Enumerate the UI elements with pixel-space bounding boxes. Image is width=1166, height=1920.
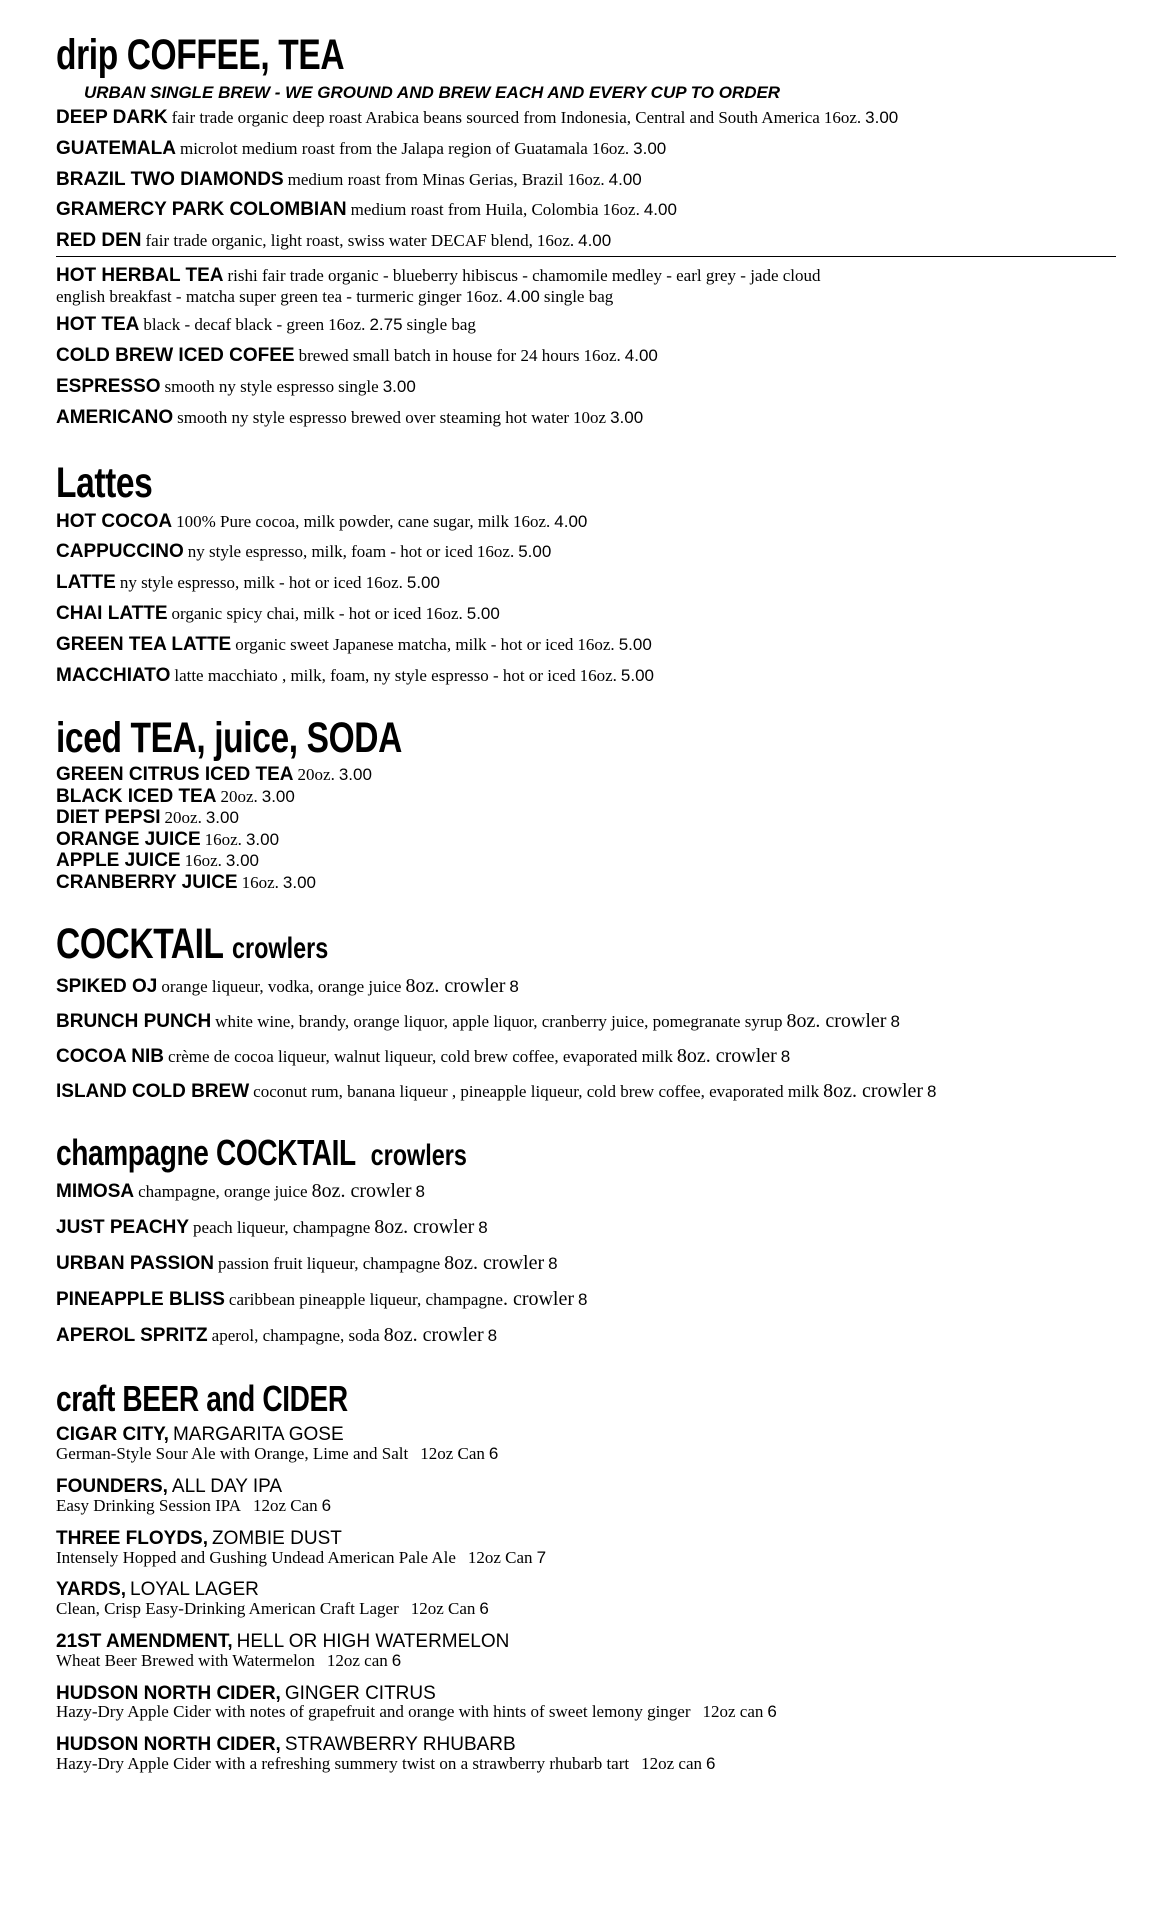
menu-item-herbal: [56, 265, 1116, 306]
item-size: 16oz.: [579, 665, 617, 685]
menu-item: [56, 764, 1116, 785]
menu-item: [56, 511, 1116, 534]
beer-item: [56, 1735, 1116, 1774]
item-price: 4.00: [608, 169, 642, 189]
item-name: COLD BREW ICED COFEE: [56, 345, 295, 367]
item-name: GREEN TEA LATTE: [56, 633, 232, 655]
item-size: 16oz.: [591, 138, 630, 158]
beer-desc: Easy Drinking Session IPA: [56, 1495, 241, 1515]
item-desc: medium roast from Minas Gerias, Brazil: [287, 169, 564, 189]
menu-item: [56, 1079, 1116, 1104]
beer-brewery: FOUNDERS,: [56, 1476, 168, 1498]
champagne-heading-b: crowlers: [370, 1139, 467, 1173]
cocktail-heading-b: crowlers: [231, 932, 329, 966]
beer-price: 6: [391, 1650, 402, 1670]
item-note: single bag: [543, 286, 614, 306]
beer-heading: craft BEER and CIDER: [56, 1378, 348, 1420]
item-desc: ny style espresso, milk, foam - hot or iced: [187, 542, 473, 562]
item-name: GUATEMALA: [56, 137, 176, 159]
item-name: GRAMERCY PARK COLOMBIAN: [56, 199, 347, 221]
item-name: HOT COCOA: [56, 510, 173, 532]
menu-item: [56, 541, 1116, 564]
herbal-line-1: [56, 265, 1116, 288]
cocktail-heading-a: COCKTAIL: [56, 920, 224, 969]
item-size: 8oz. crowler: [374, 1216, 475, 1239]
beer-item: [56, 1580, 1116, 1619]
menu-item: [56, 107, 1116, 130]
beer-size: 12oz Can: [420, 1444, 485, 1464]
item-price: 2.75: [369, 315, 403, 335]
beer-detail: [56, 1755, 1116, 1774]
menu-item: [56, 634, 1116, 657]
item-size: 16oz.: [365, 573, 403, 593]
item-size: 20oz.: [164, 808, 202, 828]
item-desc: fair trade organic deep roast Arabica beans sourced from Indonesia, Central and South America: [171, 108, 820, 127]
beer-name: STRAWBERRY RHUBARB: [284, 1734, 516, 1756]
cocktail-heading: [56, 920, 883, 969]
item-size: 8oz. crowler: [676, 1044, 777, 1067]
beer-desc: Clean, Crisp Easy-Drinking American Craft Lager: [56, 1599, 399, 1619]
item-desc: 100% Pure cocoa, milk powder, cane sugar, milk: [176, 511, 509, 531]
beer-title: [56, 1632, 1116, 1652]
beer-price: 6: [706, 1754, 716, 1774]
beer-name: HELL OR HIGH WATERMELON: [236, 1630, 510, 1652]
item-price: 3.00: [382, 377, 416, 397]
menu-item: [56, 199, 1116, 222]
item-price: 3.00: [282, 872, 316, 892]
beer-detail: [56, 1549, 1116, 1568]
item-price: 3.00: [245, 829, 280, 849]
menu-item: [56, 603, 1116, 626]
item-size: 16oz.: [577, 634, 615, 654]
beer-detail: [56, 1703, 1116, 1722]
beer-item: [56, 1425, 1116, 1464]
item-price: 8: [548, 1254, 558, 1274]
menu-item: [56, 1323, 1116, 1348]
item-note: single bag: [406, 315, 476, 335]
item-name: BLACK ICED TEA: [56, 785, 217, 807]
coffee-subtitle: URBAN SINGLE BREW - WE GROUND AND BREW EACH AND EVERY CUP TO ORDER: [84, 83, 781, 102]
beer-price: 6: [479, 1599, 489, 1619]
item-name: BRAZIL TWO DIAMONDS: [56, 168, 284, 190]
item-price: 3.00: [633, 138, 667, 158]
item-desc: orange liqueur, vodka, orange juice: [161, 977, 402, 997]
menu-item: [56, 850, 1116, 871]
item-size: 16oz.: [465, 286, 503, 306]
item-size: 16oz.: [204, 829, 242, 849]
item-name: ISLAND COLD BREW: [56, 1080, 250, 1102]
item-size: 16oz.: [536, 231, 575, 251]
item-name: RED DEN: [56, 230, 142, 252]
item-price: 8: [927, 1081, 937, 1101]
item-desc: aperol, champagne, soda: [211, 1325, 380, 1345]
beer-detail: [56, 1445, 1116, 1464]
item-price: 5.00: [618, 634, 652, 654]
menu-item: [56, 1251, 1116, 1276]
item-name: DIET PEPSI: [56, 807, 161, 829]
item-desc: passion fruit liqueur, champagne: [218, 1254, 441, 1274]
menu-item: [56, 572, 1116, 595]
item-size: 16oz.: [602, 200, 640, 220]
item-price: 5.00: [466, 604, 500, 624]
beer-name: ALL DAY IPA: [171, 1476, 283, 1498]
section-beer: [56, 1378, 1116, 1774]
menu-item: [56, 829, 1116, 850]
item-name: LATTE: [56, 572, 116, 594]
item-name: MACCHIATO: [56, 664, 171, 686]
item-name: APEROL SPRITZ: [56, 1324, 208, 1346]
menu-item: [56, 314, 1116, 337]
item-desc: microlot medium roast from the Jalapa region of Guatamala: [179, 138, 588, 158]
item-price: 8: [509, 977, 519, 997]
beer-desc: German-Style Sour Ale with Orange, Lime and Salt: [56, 1444, 409, 1464]
menu-item: [56, 974, 1116, 999]
item-desc: caribbean pineapple liqueur, champagne: [228, 1289, 503, 1309]
item-size: 8oz. crowler: [444, 1252, 545, 1275]
item-size: 10oz: [573, 407, 607, 427]
beer-price: 6: [321, 1495, 332, 1515]
item-size: 8oz. crowler: [786, 1010, 887, 1033]
beer-size: 12oz can: [326, 1650, 388, 1670]
item-desc: organic spicy chai, milk - hot or iced: [171, 604, 422, 624]
beer-brewery: HUDSON NORTH CIDER,: [56, 1734, 281, 1756]
item-price: 4.00: [643, 200, 677, 220]
item-name: COCOA NIB: [56, 1045, 165, 1067]
beer-size: 12oz Can: [410, 1599, 476, 1619]
beer-size: 12oz Can: [467, 1547, 533, 1567]
item-price: 3.00: [865, 108, 899, 127]
menu-item: [56, 1215, 1116, 1240]
item-price: 4.00: [506, 286, 540, 306]
lattes-heading: Lattes: [56, 458, 153, 507]
section-cocktail: [56, 920, 1116, 1103]
beer-item: [56, 1477, 1116, 1516]
menu-item: [56, 376, 1116, 399]
item-name: GREEN CITRUS ICED TEA: [56, 764, 294, 786]
item-price: 4.00: [624, 346, 658, 366]
beer-brewery: 21ST AMENDMENT,: [56, 1630, 233, 1652]
item-price: 4.00: [554, 511, 588, 531]
item-name: CRANBERRY JUICE: [56, 871, 238, 893]
coffee-heading-a: drip: [56, 31, 118, 79]
item-desc: crème de cocoa liqueur, walnut liqueur, cold brew coffee, evaporated milk: [168, 1046, 673, 1066]
item-price: 5.00: [518, 542, 552, 562]
menu-item: [56, 169, 1116, 192]
item-size: 8oz. crowler: [823, 1079, 924, 1102]
item-desc: white wine, brandy, orange liquor, apple liquor, cranberry juice, pomegranate syrup: [215, 1012, 783, 1032]
item-name: APPLE JUICE: [56, 850, 181, 872]
beer-desc: Hazy-Dry Apple Cider with notes of grapefruit and orange with hints of sweet lemony ginger: [56, 1702, 691, 1722]
item-desc: rishi fair trade organic - blueberry hibiscus - chamomile medley - earl grey - jade cloud: [227, 265, 821, 285]
beer-title: [56, 1477, 1116, 1497]
item-name: HOT HERBAL TEA: [56, 264, 224, 286]
item-price: 8: [780, 1046, 791, 1066]
item-size: 16oz.: [476, 542, 515, 562]
menu-item: [56, 407, 1116, 430]
beer-title: [56, 1735, 1116, 1755]
item-size: 8oz. crowler: [383, 1323, 484, 1346]
beer-brewery: YARDS,: [56, 1579, 127, 1601]
beer-name: ZOMBIE DUST: [212, 1527, 342, 1549]
item-price: 5.00: [406, 573, 440, 593]
beer-name: LOYAL LAGER: [130, 1579, 259, 1601]
item-price: 5.00: [620, 665, 655, 685]
item-desc: smooth ny style espresso: [164, 377, 335, 397]
item-name: DEEP DARK: [56, 107, 168, 128]
menu-item: [56, 872, 1116, 893]
menu-item: [56, 138, 1116, 161]
item-size: 16oz.: [583, 346, 621, 366]
item-desc: black - decaf black - green: [143, 315, 325, 335]
menu-item: [56, 807, 1116, 828]
beer-item: [56, 1529, 1116, 1568]
item-name: AMERICANO: [56, 406, 174, 428]
item-size: 16oz.: [241, 872, 279, 892]
item-size: 16oz.: [328, 315, 366, 335]
beer-title: [56, 1684, 1116, 1704]
iced-heading: iced TEA, juice, SODA: [56, 714, 402, 763]
item-name: PINEAPPLE BLISS: [56, 1288, 225, 1310]
item-desc: brewed small batch in house for 24 hours: [298, 346, 580, 366]
champagne-heading-a: champagne COCKTAIL: [56, 1132, 356, 1174]
item-price: 8: [578, 1289, 588, 1309]
item-size: 16oz.: [513, 511, 551, 531]
item-name: ORANGE JUICE: [56, 828, 201, 850]
beer-name: MARGARITA GOSE: [172, 1424, 344, 1446]
beer-brewery: THREE FLOYDS,: [56, 1527, 209, 1549]
item-size: . crowler: [502, 1287, 575, 1310]
item-price: 8: [487, 1325, 498, 1345]
beer-size: 12oz Can: [252, 1495, 318, 1515]
beer-desc: Intensely Hopped and Gushing Undead American Pale Ale: [56, 1547, 456, 1567]
menu-item: [56, 786, 1116, 807]
item-price: 3.00: [225, 851, 259, 871]
item-name: MIMOSA: [56, 1181, 135, 1203]
menu-item: [56, 665, 1116, 688]
item-name: JUST PEACHY: [56, 1217, 190, 1239]
beer-size: 12oz can: [702, 1702, 764, 1722]
item-price: 8: [890, 1012, 900, 1032]
section-champagne: [56, 1132, 1116, 1347]
item-price: 8: [415, 1182, 425, 1202]
beer-desc: Wheat Beer Brewed with Watermelon: [56, 1650, 315, 1670]
menu-page: [56, 31, 1116, 1774]
coffee-heading-b: COFFEE, TEA: [126, 31, 345, 79]
item-desc: english breakfast - matcha super green tea - turmeric ginger: [56, 286, 462, 306]
item-price: 8: [478, 1218, 488, 1238]
section-coffee: [56, 31, 1116, 430]
item-name: BRUNCH PUNCH: [56, 1011, 212, 1033]
item-name: HOT TEA: [56, 314, 140, 336]
item-size: 16oz.: [425, 604, 463, 624]
beer-item: [56, 1632, 1116, 1671]
champagne-heading: [56, 1132, 883, 1174]
item-desc: latte macchiato , milk, foam, ny style espresso - hot or iced: [174, 665, 576, 685]
beer-title: [56, 1580, 1116, 1600]
menu-item: [56, 1009, 1116, 1034]
item-size: 16oz.: [184, 851, 222, 871]
beer-detail: [56, 1600, 1116, 1619]
item-price: 3.00: [205, 808, 239, 828]
section-divider: [56, 256, 1116, 257]
item-name: CHAI LATTE: [56, 603, 168, 625]
item-name: URBAN PASSION: [56, 1253, 214, 1275]
section-iced: [56, 714, 1116, 893]
section-lattes: [56, 458, 1116, 688]
coffee-heading: [56, 31, 883, 79]
item-price: 3.00: [261, 786, 295, 806]
item-name: CAPPUCCINO: [56, 541, 184, 563]
item-size: single: [338, 377, 379, 397]
menu-item: [56, 230, 1116, 253]
menu-item: [56, 1044, 1116, 1069]
beer-desc: Hazy-Dry Apple Cider with a refreshing summery twist on a strawberry rhubarb tart: [56, 1754, 630, 1774]
menu-item: [56, 1287, 1116, 1312]
menu-item: [56, 345, 1116, 368]
beer-price: 6: [767, 1702, 777, 1722]
item-desc: coconut rum, banana liqueur , pineapple liqueur, cold brew coffee, evaporated milk: [253, 1081, 820, 1101]
beer-detail: [56, 1497, 1116, 1516]
item-desc: peach liqueur, champagne: [193, 1218, 371, 1238]
beer-title: [56, 1529, 1116, 1549]
beer-size: 12oz can: [641, 1754, 703, 1774]
item-size: 8oz. crowler: [311, 1180, 412, 1203]
beer-brewery: CIGAR CITY,: [56, 1424, 169, 1446]
beer-price: 6: [488, 1444, 499, 1464]
item-price: 4.00: [578, 231, 612, 251]
item-price: 3.00: [610, 407, 644, 427]
item-size: 20oz.: [297, 765, 335, 785]
item-desc: ny style espresso, milk - hot or iced: [119, 573, 362, 593]
item-desc: champagne, orange juice: [138, 1182, 308, 1202]
item-desc: medium roast from Huila, Colombia: [350, 200, 599, 220]
item-name: SPIKED OJ: [56, 976, 158, 998]
item-name: ESPRESSO: [56, 376, 161, 398]
item-desc: organic sweet Japanese matcha, milk - hot or iced: [235, 634, 574, 654]
item-size: 16oz.: [823, 108, 862, 127]
item-desc: fair trade organic, light roast, swiss water DECAF blend,: [145, 231, 533, 251]
beer-brewery: HUDSON NORTH CIDER,: [56, 1682, 281, 1704]
menu-item: [56, 1179, 1116, 1204]
item-size: 20oz.: [220, 786, 258, 806]
beer-price: 7: [536, 1547, 547, 1567]
item-size: 8oz. crowler: [405, 975, 506, 998]
beer-detail: [56, 1652, 1116, 1671]
beer-name: GINGER CITRUS: [284, 1682, 436, 1704]
beer-title: [56, 1425, 1116, 1445]
beer-item: [56, 1684, 1116, 1723]
item-price: 3.00: [338, 765, 372, 785]
herbal-line-2: [56, 288, 1116, 307]
item-desc: smooth ny style espresso brewed over steaming hot water: [177, 407, 570, 427]
item-size: 16oz.: [567, 169, 605, 189]
